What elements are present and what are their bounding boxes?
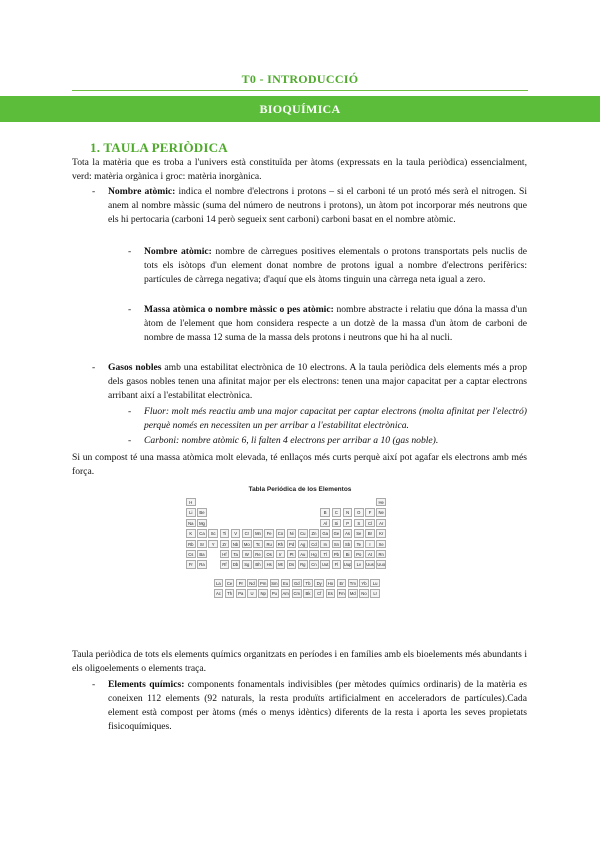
element-cell: Fe xyxy=(264,529,274,537)
element-cell: Ge xyxy=(333,531,340,537)
element-cell: Cr xyxy=(242,529,252,537)
element-cell: Db xyxy=(231,560,241,568)
list-item-gasos-nobles xyxy=(108,361,527,403)
element-cell: Ac xyxy=(214,589,224,597)
definition: nombre de càrregues positives elementals o protons transportats pels nuclis de tots els isòtops d'un element donat nombre de protons igual a nombre d'electrons perifèrics: partícules de càrrega negativa; d'aquí que els àtoms tinguin una càrrega neta igual a zero. xyxy=(144,246,527,285)
element-cell: Lr xyxy=(370,589,380,597)
element-cell: Sm xyxy=(271,580,278,586)
element-cell: As xyxy=(343,529,353,537)
element-cell: Pr xyxy=(236,579,246,587)
element-cell: Ar xyxy=(376,519,386,527)
term: Nombre atòmic: xyxy=(108,186,176,197)
list-item-fluor xyxy=(144,405,527,433)
element-cell: Ca xyxy=(197,529,207,537)
bullet-dash: - xyxy=(128,304,132,315)
element-cell: Mo xyxy=(243,541,250,547)
element-cell: Rb xyxy=(186,540,196,548)
element-cell: Uup xyxy=(343,562,352,568)
element-cell: Rh xyxy=(276,540,286,548)
list-item-sub-massa-atomica xyxy=(144,303,527,345)
element-cell: Ra xyxy=(197,560,207,568)
element-cell: Bi xyxy=(343,550,353,558)
element-cell: Tb xyxy=(303,579,313,587)
element-cell: Am xyxy=(282,591,289,597)
bullet-dash: - xyxy=(92,679,96,690)
term: Nombre atòmic: xyxy=(144,246,212,257)
element-cell: Nb xyxy=(231,540,241,548)
element-cell: Ti xyxy=(220,529,230,537)
element-cell: Au xyxy=(298,550,308,558)
element-cell: I xyxy=(365,540,375,548)
element-cell: Br xyxy=(365,529,375,537)
element-cell: Cf xyxy=(314,589,324,597)
element-cell: Te xyxy=(354,540,364,548)
periodic-table-figure xyxy=(180,486,420,638)
list-item-nombre-atomic xyxy=(108,185,527,227)
element-cell: Pd xyxy=(287,540,297,548)
element-cell: Dy xyxy=(314,579,324,587)
after-list-paragraph: Si un compost té una massa atòmica molt elevada, té enllaços més curts perquè així pot agafar els electrons amb més força. xyxy=(72,452,527,477)
element-cell: Gd xyxy=(294,580,300,586)
term: Gasos nobles xyxy=(108,362,162,373)
section-band: BIOQUÍMICA xyxy=(0,96,600,122)
element-cell: Lv xyxy=(354,560,364,568)
element-cell: Ta xyxy=(231,550,241,558)
element-cell: Zr xyxy=(220,540,230,548)
element-cell: Xe xyxy=(376,540,386,548)
element-cell: Th xyxy=(225,589,235,597)
element-cell: Re xyxy=(253,550,263,558)
element-cell: Sc xyxy=(208,529,218,537)
bullet-dash: - xyxy=(128,435,132,446)
element-cell: F xyxy=(365,508,375,516)
intro-paragraph: Tota la matèria que es troba a l'univers està constituïda per àtoms (expressats en la taula periòdica) essencialment, verd: matèria orgànica i groc: matèria inorgànica. xyxy=(72,157,527,182)
element-cell: Al xyxy=(320,519,330,527)
element-cell: Zn xyxy=(309,529,319,537)
element-cell: Cs xyxy=(186,550,196,558)
element-cell: Si xyxy=(332,519,342,527)
element-cell: Yb xyxy=(359,579,369,587)
element-cell: Sg xyxy=(242,560,252,568)
element-cell: Y xyxy=(208,540,218,548)
element-cell: Pt xyxy=(287,550,297,558)
element-cell: Cd xyxy=(309,540,319,548)
caption-paragraph: Taula periòdica de tots els elements químics organitzats en períodes i en famílies amb els bioelements més abundants i els oligoelements o elements traça. xyxy=(72,649,527,674)
element-cell: Ru xyxy=(264,540,274,548)
carboni-text: Carboni: nombre atòmic 6, li falten 4 electrons per arribar a 10 (gas noble). xyxy=(144,435,439,446)
element-cell: N xyxy=(343,508,353,516)
element-cell: Ba xyxy=(197,550,207,558)
element-cell: V xyxy=(231,529,241,537)
element-cell: Os xyxy=(264,550,274,558)
element-cell: In xyxy=(320,540,330,548)
element-cell: Fr xyxy=(186,560,196,568)
element-cell: Np xyxy=(258,589,268,597)
definition: components fonamentals indivisibles (per mètodes químics ordinaris) de la matèria es coneixen 112 elements (92 naturals, la resta produïts artificialment en acceleradors de partícules).Cada element està compost per àtoms (més o menys idèntics) diferents de la resta i aporta les seves propietats fisicoquímiques. xyxy=(108,679,527,732)
element-cell: U xyxy=(247,589,257,597)
element-cell: Cn xyxy=(309,560,319,568)
element-cell: Lu xyxy=(370,579,380,587)
element-cell: Tc xyxy=(253,540,263,548)
definition: amb una estabilitat electrònica de 10 electrons. A la taula periòdica dels elements més a prop dels gasos nobles tenen una afinitat major per els electrons: tenen una major capacitat per a captar electrons arribant així a l'estabilitat electrònica. xyxy=(108,362,527,401)
bullet-dash: - xyxy=(92,362,96,373)
element-cell: Hg xyxy=(309,550,319,558)
element-cell: Rg xyxy=(298,560,308,568)
element-cell: Pa xyxy=(236,589,246,597)
element-cell: Se xyxy=(354,529,364,537)
element-cell: Mg xyxy=(199,520,205,526)
header-title: T0 - INTRODUCCIÓ xyxy=(241,72,359,86)
element-cell: K xyxy=(186,529,196,537)
element-cell: Kr xyxy=(376,529,386,537)
element-cell: Cu xyxy=(298,529,308,537)
element-cell: Er xyxy=(337,579,347,587)
term: Massa atòmica o nombre màssic o pes atòmic: xyxy=(144,304,334,315)
list-item-sub-nombre-atomic xyxy=(144,245,527,287)
element-cell: Hs xyxy=(264,560,274,568)
element-cell: B xyxy=(320,508,330,516)
element-cell: Tl xyxy=(320,550,330,558)
element-cell: Bh xyxy=(253,560,263,568)
element-cell: O xyxy=(354,508,364,516)
element-cell: Cl xyxy=(365,519,375,527)
element-cell: Li xyxy=(186,508,196,516)
element-cell: Es xyxy=(326,589,336,597)
element-cell: Sr xyxy=(197,540,207,548)
bullet-dash: - xyxy=(92,186,96,197)
fluor-text: Fluor: molt més reactiu amb una major capacitat per captar electrons (molta afinitat per l'electró) perquè només en necessiten un per arribar a l'estabilitat electrònica. xyxy=(144,406,527,431)
element-cell: C xyxy=(332,508,342,516)
element-cell: Md xyxy=(349,591,356,597)
element-cell: Sb xyxy=(343,540,353,548)
element-cell: Ag xyxy=(298,540,308,548)
periodic-table-title: Tabla Periódica de los Elementos xyxy=(248,486,352,493)
bullet-dash: - xyxy=(128,406,132,417)
element-cell: Rn xyxy=(376,550,386,558)
element-cell: Fl xyxy=(332,560,342,568)
element-cell: P xyxy=(343,519,353,527)
element-cell: Be xyxy=(197,508,207,516)
element-cell: Uus xyxy=(366,562,374,568)
element-cell: S xyxy=(354,519,364,527)
element-cell: Co xyxy=(276,529,286,537)
element-cell: Hf xyxy=(220,550,230,558)
element-cell: Na xyxy=(186,519,196,527)
element-cell: Ni xyxy=(287,529,297,537)
section-heading: 1. TAULA PERIÒDICA xyxy=(90,140,228,155)
element-cell: La xyxy=(214,579,224,587)
element-cell: Sn xyxy=(332,540,342,548)
element-cell: Tm xyxy=(349,580,356,586)
element-cell: Ds xyxy=(287,560,297,568)
element-cell: Ne xyxy=(376,508,386,516)
element-cell: H xyxy=(186,498,196,506)
element-cell: Mn xyxy=(255,531,261,537)
term: Elements químics: xyxy=(108,679,185,690)
element-cell: Uuo xyxy=(377,562,386,568)
element-cell: Bk xyxy=(303,589,313,597)
element-cell: At xyxy=(365,550,375,558)
element-cell: Fm xyxy=(338,591,345,597)
element-cell: He xyxy=(376,498,386,506)
element-cell: Pm xyxy=(260,580,267,586)
element-cell: Nd xyxy=(247,579,257,587)
element-cell: Ir xyxy=(276,550,286,558)
element-cell: Po xyxy=(354,550,364,558)
element-cell: Cm xyxy=(293,591,301,597)
bullet-dash: - xyxy=(128,246,132,257)
element-cell: Ce xyxy=(225,579,235,587)
element-cell: No xyxy=(359,589,369,597)
header-rule xyxy=(72,90,528,91)
element-cell: Ga xyxy=(322,531,328,537)
element-cell: Pu xyxy=(270,589,280,597)
element-cell: Ho xyxy=(326,579,336,587)
element-cell: Rf xyxy=(220,560,230,568)
list-item-elements-quimics xyxy=(108,678,527,734)
definition: indica el nombre d'electrons i protons – si el carboni té un protó més serà el nitrogen. Si anem al nombre màssic (suma del número de neutrons i protons), un àtom pot incorporar més neutrons que els hi pertocaria (carboni 14 però segueix sent carboni) carboni basat en el nombre atòmic. xyxy=(108,186,527,225)
list-item-carboni xyxy=(144,434,527,448)
definition: nombre abstracte i relatiu que dóna la massa d'un àtom de l'element que hom considera respecte a un dotzè de la massa d'un àtom de carboni de nombre de massa 12 suma de la massa dels protons i neutrons que hi ha al nucli. xyxy=(144,304,527,343)
element-cell: Mt xyxy=(276,560,286,568)
element-cell: Uut xyxy=(321,562,329,568)
element-cell: Pb xyxy=(332,550,342,558)
element-cell: Eu xyxy=(281,579,291,587)
element-cell: W xyxy=(242,550,252,558)
